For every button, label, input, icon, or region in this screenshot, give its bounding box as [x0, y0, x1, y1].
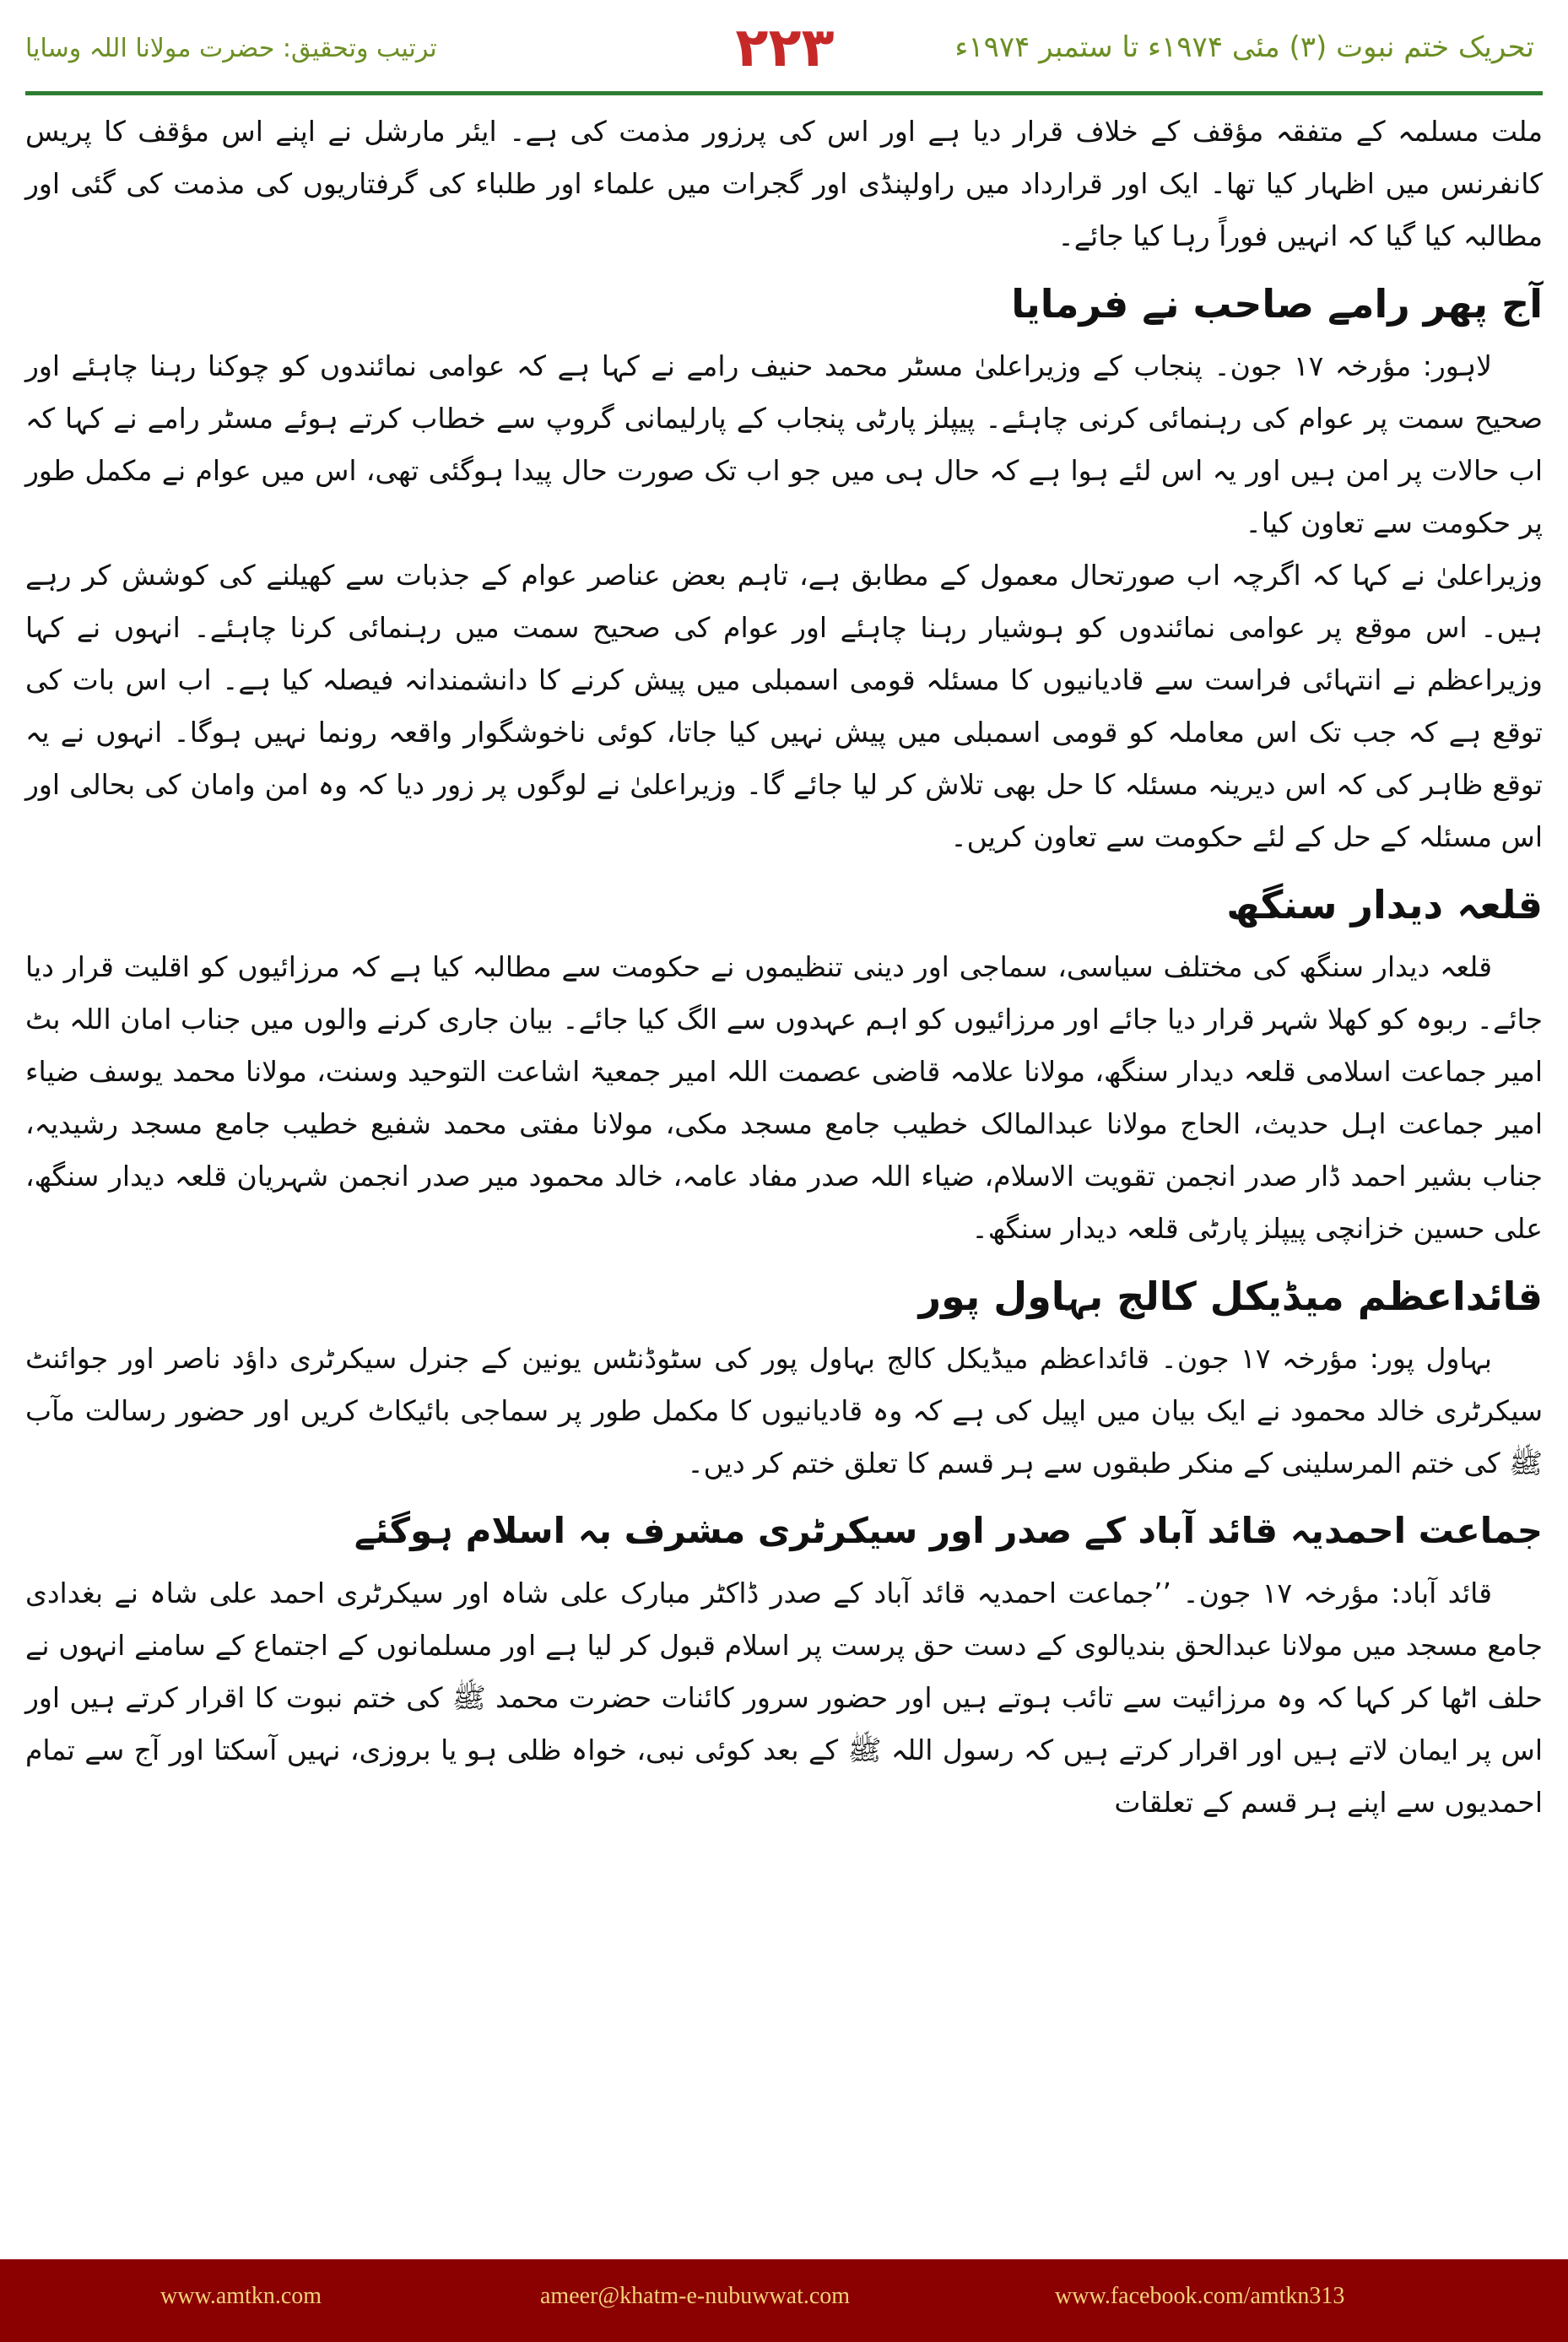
section-heading-rame: آج پھر رامے صاحب نے فرمایا — [1011, 281, 1543, 327]
section-heading-bahawalpur: قائداعظم میڈیکل کالج بہاول پور — [918, 1274, 1543, 1319]
page-body — [25, 105, 1543, 2241]
section-heading-qila: قلعہ دیدار سنگھ — [1226, 882, 1543, 928]
paragraph: وزیراعلیٰ نے کہا کہ اگرچہ اب صورتحال معمول کے مطابق ہے، تاہم بعض عناصر عوام کے جذبات سے کھیلنے کی کوشش کر رہے ہیں۔ اس موقع پر عوامی نمائندوں کو ہوشیار رہنا چاہئے اور عوام کی صحیح سمت میں رہنمائی کرنا چاہئے۔ انہوں نے کہا وزیراعظم نے انتہائی فراست سے قادیانیوں کا مسئلہ قومی اسمبلی میں پیش کرنے کا دانشمندانہ فیصلہ کیا ہے۔ اب اس بات کی توقع ہے کہ جب تک اس معاملہ کو قومی اسمبلی میں پیش نہیں کیا جاتا، کوئی ناخوشگوار واقعہ رونما نہیں ہوگا۔ انہوں نے یہ توقع ظاہر کی کہ اس دیرینہ مسئلہ کا حل بھی تلاش کر لیا جائے گا۔ وزیراعلیٰ نے لوگوں پر زور دیا کہ وہ امن وامان کی بحالی اور اس مسئلہ کے حل کے لئے حکومت سے تعاون کریں۔ — [25, 559, 1543, 853]
paragraph: بہاول پور: مؤرخہ ۱۷ جون۔ قائداعظم میڈیکل کالج بہاول پور کی سٹوڈنٹس یونین کے جنرل سیکرٹری داؤد ناصر اور جوائنٹ سیکرٹری خالد محمود نے ایک بیان میں اپیل کی ہے کہ وہ قادیانیوں کا مکمل طور پر سماجی بائیکاٹ کریں اور حضور رسالت مآب ﷺ کی ختم المرسلینی کے منکر طبقوں سے ہر قسم کا تعلق ختم کر دیں۔ — [25, 1342, 1543, 1479]
book-title: تحریک ختم نبوت (۳) مئی ۱۹۷۴ء تا ستمبر ۱۹۷۴ء — [954, 30, 1534, 64]
paragraph: قائد آباد: مؤرخہ ۱۷ جون۔ ’’جماعت احمدیہ قائد آباد کے صدر ڈاکٹر مبارک علی شاہ اور سیکرٹری احمد علی شاہ نے بغدادی جامع مسجد میں مولانا عبدالحق بندیالوی کے دست حق پرست پر اسلام قبول کر لیا ہے اور مسلمانوں کے اجتماع کے سامنے انہوں نے حلف اٹھا کر کہا کہ وہ مرزائیت سے تائب ہوتے ہیں اور حضور سرور کائنات حضرت محمد ﷺ کی ختم نبوت کا اقرار کرتے ہیں اور اس پر ایمان لاتے ہیں اور اقرار کرتے ہیں کہ رسول اللہ ﷺ کے بعد کوئی نبی، خواہ ظلی ہو یا بروزی، نہیں آسکتا اور آج سے تمام احمدیوں سے اپنے ہر قسم کے تعلقات — [25, 1577, 1543, 1819]
page-footer — [0, 2259, 1568, 2342]
compiler-credit: ترتیب وتحقیق: حضرت مولانا اللہ وسایا — [25, 34, 437, 63]
email-link[interactable]: ameer@khatm-e-nubuwwat.com — [540, 2283, 851, 2309]
page-header — [0, 0, 1568, 101]
section-heading-qaidabad: جماعت احمدیہ قائد آباد کے صدر اور سیکرٹری مشرف بہ اسلام ہوگئے — [354, 1510, 1543, 1551]
page-number: ۲۲۳ — [735, 17, 835, 79]
website-link[interactable]: www.amtkn.com — [160, 2283, 322, 2309]
header-divider — [25, 91, 1543, 95]
intro-paragraph: ملت مسلمہ کے متفقہ مؤقف کے خلاف قرار دیا ہے اور اس کی پرزور مذمت کی ہے۔ ایئر مارشل نے اپنے اس مؤقف کا پریس کانفرنس میں اظہار کیا تھا۔ ایک اور قرارداد میں راولپنڈی اور گجرات میں علماء اور طلباء کی گرفتاریوں کی مذمت کی گئی اور مطالبہ کیا گیا کہ انہیں فوراً رہا کیا جائے۔ — [25, 115, 1543, 252]
paragraph: لاہور: مؤرخہ ۱۷ جون۔ پنجاب کے وزیراعلیٰ مسٹر محمد حنیف رامے نے کہا ہے کہ عوامی نمائندوں کو چوکنا رہنا چاہئے اور صحیح سمت پر عوام کی رہنمائی کرنی چاہئے۔ پیپلز پارٹی پنجاب کے پارلیمانی گروپ سے خطاب کرتے ہوئے مسٹر رامے نے کہا کہ اب حالات پر امن ہیں اور یہ اس لئے ہوا ہے کہ حال ہی میں جو اب تک صورت حال پیدا ہوگئی تھی، اس میں عوام نے مکمل طور پر حکومت سے تعاون کیا۔ — [25, 349, 1543, 539]
facebook-link[interactable]: www.facebook.com/amtkn313 — [1055, 2283, 1345, 2309]
paragraph: قلعہ دیدار سنگھ کی مختلف سیاسی، سماجی اور دینی تنظیموں نے حکومت سے مطالبہ کیا ہے کہ مرزائیوں کو اقلیت قرار دیا جائے۔ ربوہ کو کھلا شہر قرار دیا جائے اور مرزائیوں کو اہم عہدوں سے الگ کیا جائے۔ بیان جاری کرنے والوں میں جناب امان اللہ بٹ امیر جماعت اسلامی قلعہ دیدار سنگھ، مولانا علامہ قاضی عصمت اللہ امیر جمعیۃ اشاعت التوحید وسنت، مولانا محمد یوسف ضیاء امیر جماعت اہل حدیث، الحاج مولانا عبدالمالک خطیب جامع مسجد مکی، مولانا مفتی محمد شفیع خطیب جامع مسجد رشیدیہ، جناب بشیر احمد ڈار صدر انجمن تقویت الاسلام، ضیاء اللہ صدر مفاد عامہ، خالد محمود میر صدر انجمن شہریان قلعہ دیدار سنگھ، علی حسین خزانچی پیپلز پارٹی قلعہ دیدار سنگھ۔ — [25, 950, 1543, 1245]
